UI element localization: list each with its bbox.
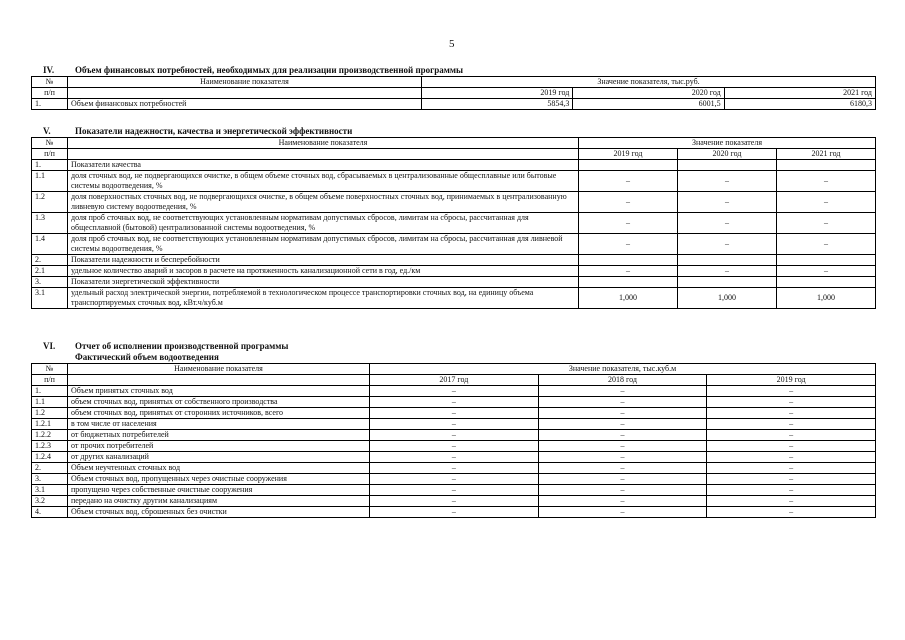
- row-value: 1,000: [678, 288, 777, 309]
- row-value: –: [538, 452, 707, 463]
- row-number: 1.1: [32, 171, 68, 192]
- empty-cell: [678, 277, 777, 288]
- table-header-row: [32, 138, 876, 149]
- empty-cell: [678, 160, 777, 171]
- row-value: –: [707, 474, 876, 485]
- row-value: 1,000: [777, 288, 876, 309]
- value-group-header: Значение показателя, тыс.куб.м: [370, 364, 876, 375]
- row-value: –: [678, 171, 777, 192]
- empty-cell: [579, 255, 678, 266]
- wastewater-volume-table: [31, 363, 876, 518]
- row-number: 1.2.1: [32, 419, 68, 430]
- row-number: 1.2.4: [32, 452, 68, 463]
- value-group-header: Значение показателя: [579, 138, 876, 149]
- row-value: –: [777, 234, 876, 255]
- table-header-row: [32, 77, 876, 88]
- row-value: –: [370, 463, 539, 474]
- row-name: доля проб сточных вод, не соответствующих установленным нормативам допустимых сбросов, лимитам на сбросы, рассчитанная для ливневой системы водоотведения, %: [68, 234, 579, 255]
- table-row: [32, 171, 876, 192]
- row-value: –: [678, 213, 777, 234]
- financial-needs-table: [31, 76, 876, 110]
- row-number: 1.: [32, 386, 68, 397]
- row-value: –: [579, 171, 678, 192]
- section-6-heading: [43, 341, 288, 351]
- row-value: –: [707, 507, 876, 518]
- row-value: –: [707, 397, 876, 408]
- row-number: 1.2: [32, 192, 68, 213]
- row-number: 3.1: [32, 288, 68, 309]
- row-value: –: [538, 485, 707, 496]
- table-row: [32, 408, 876, 419]
- name-header: Наименование показателя: [68, 138, 579, 149]
- row-value: –: [707, 452, 876, 463]
- row-value: –: [538, 397, 707, 408]
- row-number: 3.: [32, 474, 68, 485]
- row-value: –: [678, 234, 777, 255]
- empty-cell: [579, 277, 678, 288]
- row-value: –: [538, 474, 707, 485]
- table-row: [32, 99, 876, 110]
- table-row: [32, 192, 876, 213]
- row-value: –: [777, 266, 876, 277]
- table-row: [32, 288, 876, 309]
- row-value: –: [707, 386, 876, 397]
- section-5-title: Показатели надежности, качества и энергетической эффективности: [75, 126, 353, 136]
- table-row: [32, 266, 876, 277]
- row-value: –: [370, 397, 539, 408]
- num-header: №: [32, 138, 68, 149]
- table-header-row: [32, 375, 876, 386]
- table-row: [32, 160, 876, 171]
- row-name: Объем принятых сточных вод: [68, 386, 370, 397]
- section-4-numeral: IV.: [43, 65, 55, 75]
- row-name: доля сточных вод, не подвергающихся очистке, в общем объеме сточных вод, сбрасываемых в централизованные общесплавные или бытовые системы водоотведения, %: [68, 171, 579, 192]
- row-value: –: [370, 452, 539, 463]
- row-value: –: [707, 463, 876, 474]
- row-name: от бюджетных потребителей: [68, 430, 370, 441]
- table-row: [32, 452, 876, 463]
- table-row: [32, 386, 876, 397]
- num-header: №: [32, 364, 68, 375]
- empty-cell: [777, 277, 876, 288]
- table-row: [32, 213, 876, 234]
- table-row: [32, 441, 876, 452]
- year-header: 2020 год: [678, 149, 777, 160]
- row-value: –: [538, 441, 707, 452]
- section-6-subtitle: Фактический объем водоотведения: [75, 352, 219, 362]
- value-group-header: Значение показателя, тыс.руб.: [422, 77, 876, 88]
- row-number: 1.2.2: [32, 430, 68, 441]
- empty-cell: [777, 255, 876, 266]
- row-value: –: [707, 408, 876, 419]
- section-6-title: Отчет об исполнении производственной программы: [75, 341, 289, 351]
- row-number: 2.1: [32, 266, 68, 277]
- row-name: передано на очистку другим канализациям: [68, 496, 370, 507]
- row-value: –: [777, 213, 876, 234]
- row-value: –: [370, 386, 539, 397]
- row-name: от прочих потребителей: [68, 441, 370, 452]
- empty-cell: [777, 160, 876, 171]
- table-row: [32, 397, 876, 408]
- row-value: –: [707, 496, 876, 507]
- table-header-row: [32, 149, 876, 160]
- table-row: [32, 507, 876, 518]
- row-value: –: [538, 507, 707, 518]
- row-number: 1.: [32, 160, 68, 171]
- row-number: 3.2: [32, 496, 68, 507]
- reliability-indicators-table: [31, 137, 876, 309]
- table-header-row: [32, 88, 876, 99]
- row-value: –: [579, 234, 678, 255]
- row-value: –: [370, 507, 539, 518]
- row-name: в том числе от населения: [68, 419, 370, 430]
- section-4-heading: [43, 65, 463, 75]
- row-value: 6180,3: [724, 99, 875, 110]
- empty-cell: [678, 255, 777, 266]
- row-value: –: [707, 441, 876, 452]
- table-row: [32, 474, 876, 485]
- row-number: 1.4: [32, 234, 68, 255]
- row-name: Объем неучтенных сточных вод: [68, 463, 370, 474]
- row-value: –: [538, 430, 707, 441]
- row-value: –: [538, 496, 707, 507]
- section-5-heading: [43, 126, 352, 136]
- year-header: 2019 год: [422, 88, 573, 99]
- row-name: Объем сточных вод, пропущенных через очистные сооружения: [68, 474, 370, 485]
- year-header: 2020 год: [573, 88, 724, 99]
- row-name: от других канализаций: [68, 452, 370, 463]
- row-name: объем сточных вод, принятых от собственного производства: [68, 397, 370, 408]
- table-row: [32, 255, 876, 266]
- row-value: –: [370, 474, 539, 485]
- row-value: –: [707, 419, 876, 430]
- row-number: 3.: [32, 277, 68, 288]
- row-value: –: [370, 408, 539, 419]
- row-number: 4.: [32, 507, 68, 518]
- row-number: 3.1: [32, 485, 68, 496]
- row-name: Объем сточных вод, сброшенных без очистки: [68, 507, 370, 518]
- row-value: 6001,5: [573, 99, 724, 110]
- row-number: 2.: [32, 463, 68, 474]
- num-subheader: п/п: [32, 88, 68, 99]
- row-number: 1.1: [32, 397, 68, 408]
- row-value: –: [370, 430, 539, 441]
- table-row: [32, 234, 876, 255]
- name-header: Наименование показателя: [68, 77, 422, 88]
- row-number: 1.3: [32, 213, 68, 234]
- row-name: удельное количество аварий и засоров в расчете на протяженность канализационной сети в год, ед./км: [68, 266, 579, 277]
- row-name: доля проб сточных вод, не соответствующих установленным нормативам допустимых сбросов, лимитам на сбросы, рассчитанная для общесплавной (бытовой) централизованной системы водоотведения, %: [68, 213, 579, 234]
- row-number: 1.: [32, 99, 68, 110]
- row-value: –: [370, 441, 539, 452]
- row-name: Показатели энергетической эффективности: [68, 277, 579, 288]
- table-row: [32, 485, 876, 496]
- row-value: –: [370, 496, 539, 507]
- row-value: –: [538, 386, 707, 397]
- table-row: [32, 430, 876, 441]
- year-header: 2017 год: [370, 375, 539, 386]
- row-number: 2.: [32, 255, 68, 266]
- row-name: доля поверхностных сточных вод, не подвергающихся очистке, в общем объеме поверхностных сточных вод, принимаемых в централизованную ливневую систему водоотведения, %: [68, 192, 579, 213]
- row-value: 5854,3: [422, 99, 573, 110]
- row-name: Показатели качества: [68, 160, 579, 171]
- table-row: [32, 419, 876, 430]
- row-name: объем сточных вод, принятых от сторонних источников, всего: [68, 408, 370, 419]
- row-value: –: [538, 463, 707, 474]
- page-number: 5: [449, 38, 455, 50]
- row-value: –: [579, 213, 678, 234]
- row-name: Объем финансовых потребностей: [68, 99, 422, 110]
- table-row: [32, 277, 876, 288]
- row-value: –: [370, 485, 539, 496]
- section-4-title: Объем финансовых потребностей, необходимых для реализации производственной программы: [75, 65, 464, 75]
- row-value: –: [777, 192, 876, 213]
- section-6-numeral: VI.: [43, 341, 56, 351]
- row-name: пропущено через собственные очистные сооружения: [68, 485, 370, 496]
- row-value: –: [678, 266, 777, 277]
- empty-cell: [579, 160, 678, 171]
- year-header: 2019 год: [579, 149, 678, 160]
- row-name: Показатели надежности и бесперебойности: [68, 255, 579, 266]
- section-5-numeral: V.: [43, 126, 51, 136]
- year-header: 2018 год: [538, 375, 707, 386]
- year-header: 2019 год: [707, 375, 876, 386]
- row-value: –: [678, 192, 777, 213]
- row-value: 1,000: [579, 288, 678, 309]
- num-header: №: [32, 77, 68, 88]
- row-number: 1.2.3: [32, 441, 68, 452]
- row-value: –: [707, 430, 876, 441]
- table-row: [32, 463, 876, 474]
- year-header: 2021 год: [777, 149, 876, 160]
- table-row: [32, 496, 876, 507]
- num-subheader: п/п: [32, 375, 68, 386]
- year-header: 2021 год: [724, 88, 875, 99]
- row-value: –: [538, 408, 707, 419]
- row-value: –: [538, 419, 707, 430]
- row-value: –: [707, 485, 876, 496]
- row-value: –: [777, 171, 876, 192]
- row-name: удельный расход электрической энергии, потребляемой в технологическом процессе транспортировки сточных вод, на единицу объема транспортируемых сточных вод, кВт.ч/куб.м: [68, 288, 579, 309]
- row-number: 1.2: [32, 408, 68, 419]
- num-subheader: п/п: [32, 149, 68, 160]
- row-value: –: [579, 266, 678, 277]
- row-value: –: [370, 419, 539, 430]
- name-header: Наименование показателя: [68, 364, 370, 375]
- row-value: –: [579, 192, 678, 213]
- table-header-row: [32, 364, 876, 375]
